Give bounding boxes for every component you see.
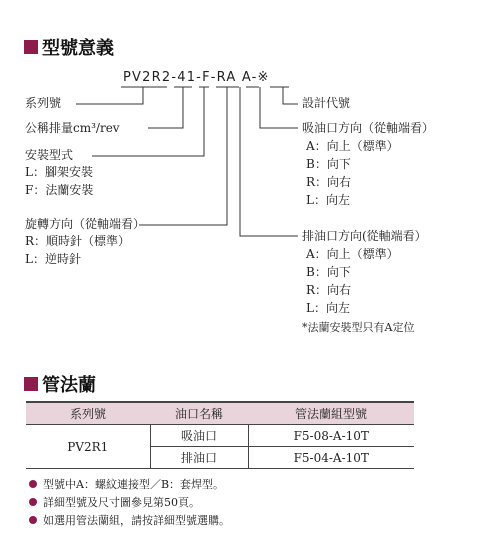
code-discharge: A xyxy=(241,70,252,85)
section-title-text: 管法蘭 xyxy=(42,375,96,396)
bullet-icon xyxy=(29,480,37,488)
label-suction-title: 吸油口方向（從軸端看） xyxy=(302,121,435,135)
code-design: ※ xyxy=(257,70,270,85)
label-series: 系列號 xyxy=(25,96,62,110)
label-displacement: 公稱排量cm³/rev xyxy=(25,121,120,135)
leader-line xyxy=(283,87,298,104)
discharge-item: L：向左 xyxy=(306,301,350,315)
table-row xyxy=(26,425,414,447)
discharge-item: R：向右 xyxy=(306,283,352,297)
label-mount-F: F：法蘭安裝 xyxy=(25,183,94,197)
section-title-pipe-flange xyxy=(24,371,96,397)
flange-table xyxy=(26,401,414,469)
code-mount: F xyxy=(202,70,211,85)
table-cell-model: F5-08-A-10T xyxy=(248,425,414,447)
label-mount-title: 安裝型式 xyxy=(25,148,74,162)
discharge-item: B：向下 xyxy=(306,265,351,279)
table-cell-series: PV2R1 xyxy=(26,425,150,469)
note-item xyxy=(29,494,200,510)
leader-line xyxy=(240,87,298,236)
label-rotation-R: R：順時針（標準） xyxy=(25,234,131,248)
suction-item: R：向右 xyxy=(306,175,352,189)
label-rotation-title: 旋轉方向（從軸端看） xyxy=(25,217,146,231)
note-item xyxy=(29,476,224,492)
label-design-code: 設計代號 xyxy=(302,96,351,110)
flange-note: *法蘭安裝型只有A定位 xyxy=(302,321,415,334)
table-cell-port: 排油口 xyxy=(150,447,248,469)
section-title-text: 型號意義 xyxy=(42,38,114,59)
heading-square-icon xyxy=(24,377,38,391)
note-text: 型號中A：螺紋連接型／B：套焊型。 xyxy=(43,478,225,491)
table-cell-model: F5-04-A-10T xyxy=(248,447,414,469)
code-rotation: R xyxy=(216,70,227,85)
label-mount-L: L：腳架安裝 xyxy=(25,165,93,179)
table-header: 系列號 xyxy=(26,402,150,425)
table-header: 管法蘭組型號 xyxy=(248,402,414,425)
note-text: 詳細型號及尺寸圖參見第50頁。 xyxy=(43,496,200,509)
model-code: PV2R2-41-F-RA A-※ xyxy=(123,70,270,85)
label-rotation-L: L：逆時針 xyxy=(25,252,81,266)
leader-line xyxy=(260,87,298,128)
leader-line xyxy=(148,87,183,128)
code-suction: A xyxy=(226,70,237,85)
suction-item: B：向下 xyxy=(306,157,351,171)
leader-line xyxy=(76,87,143,104)
discharge-item: A：向上（標準） xyxy=(306,247,399,261)
table-header: 油口名稱 xyxy=(150,402,248,425)
suction-item: A：向上（標準） xyxy=(306,139,399,153)
note-text: 如選用管法蘭組，請按詳細型號選購。 xyxy=(43,514,230,527)
label-discharge-title: 排油口方向(從軸端看） xyxy=(302,229,427,243)
suction-item: L：向左 xyxy=(306,193,350,207)
bullet-icon xyxy=(29,498,37,506)
table-header-row xyxy=(26,402,414,425)
note-item xyxy=(29,512,230,528)
code-displacement: 41 xyxy=(177,70,197,85)
code-series: PV2R2 xyxy=(123,70,172,85)
bullet-icon xyxy=(29,516,37,524)
table-cell-port: 吸油口 xyxy=(150,425,248,447)
